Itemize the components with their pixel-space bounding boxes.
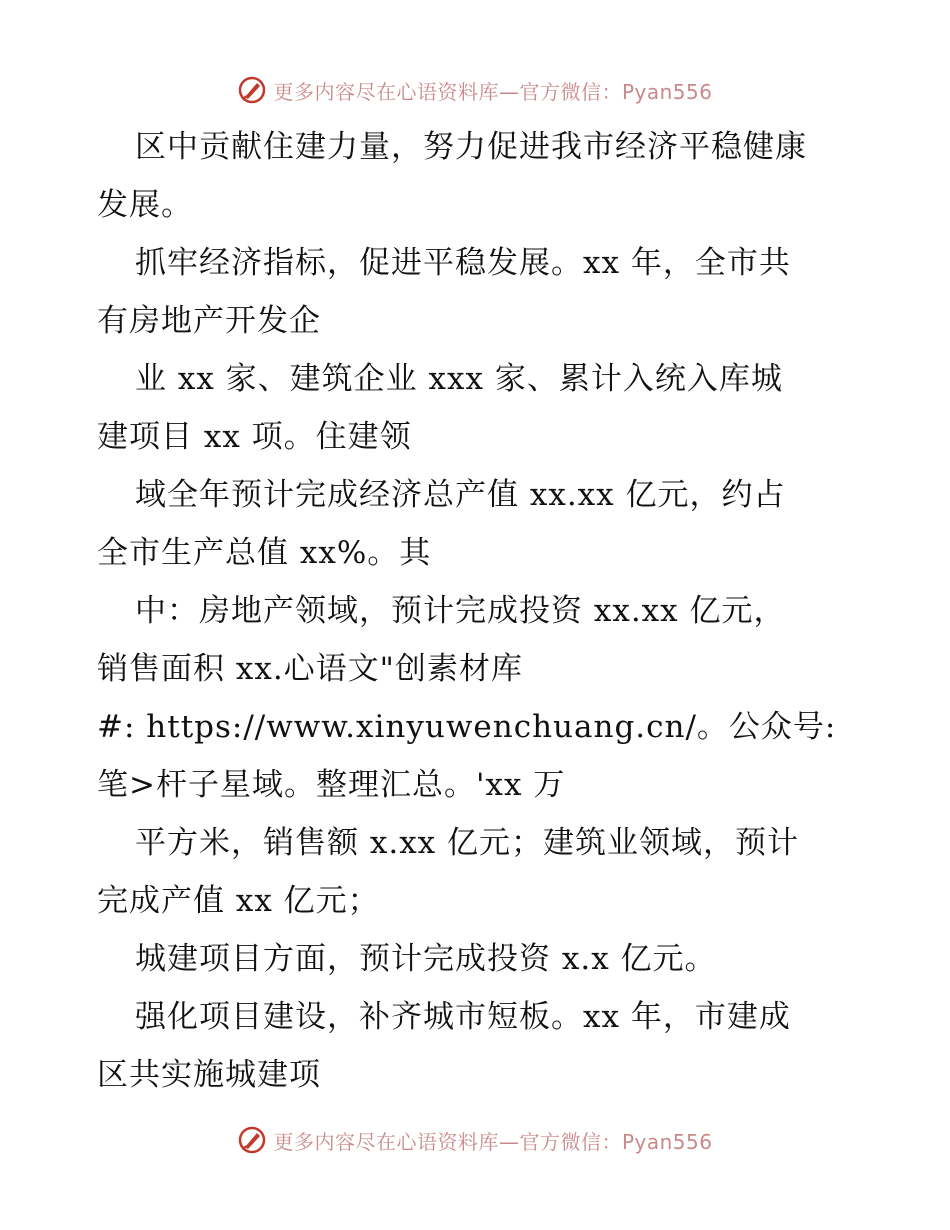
header-watermark-text: 更多内容尽在心语资料库—官方微信：Pyan556 (273, 79, 713, 104)
body-line: 中：房地产领域，预计完成投资 xx.xx 亿元， (135, 593, 786, 629)
body-line: 平方米，销售额 x.xx 亿元；建筑业领域，预计 (135, 825, 800, 861)
body-line: 发展。 (97, 187, 193, 223)
footer-watermark (0, 1120, 950, 1160)
body-line: 区中贡献住建力量，努力促进我市经济平稳健康 (135, 129, 807, 165)
quill-pen-logo-icon (237, 1125, 267, 1155)
body-line: 业 xx 家、建筑企业 xxx 家、累计入统入库城 (135, 361, 783, 397)
header-watermark (0, 70, 950, 110)
document-body (97, 118, 867, 1104)
body-line: 建项目 xx 项。住建领 (97, 419, 412, 455)
body-line: 销售面积 xx.心语文"创素材库 (97, 651, 523, 687)
body-line: #: https://www.xinyuwenchuang.cn/。公众号: (97, 709, 837, 745)
body-line: 强化项目建设，补齐城市短板。xx 年，市建成 (135, 999, 791, 1035)
footer-watermark-text: 更多内容尽在心语资料库—官方微信：Pyan556 (273, 1129, 713, 1154)
body-line: 有房地产开发企 (97, 303, 321, 339)
body-line: 完成产值 xx 亿元； (97, 883, 380, 919)
body-line: 全市生产总值 xx%。其 (97, 535, 432, 571)
body-line: 抓牢经济指标，促进平稳发展。xx 年，全市共 (135, 245, 791, 281)
quill-pen-logo-icon (237, 75, 267, 105)
body-line: 笔>杆子星域。整理汇总。'xx 万 (97, 767, 566, 803)
body-line: 区共实施城建项 (97, 1057, 321, 1093)
body-line: 城建项目方面，预计完成投资 x.x 亿元。 (135, 941, 717, 977)
body-line: 域全年预计完成经济总产值 xx.xx 亿元，约占 (135, 477, 786, 513)
